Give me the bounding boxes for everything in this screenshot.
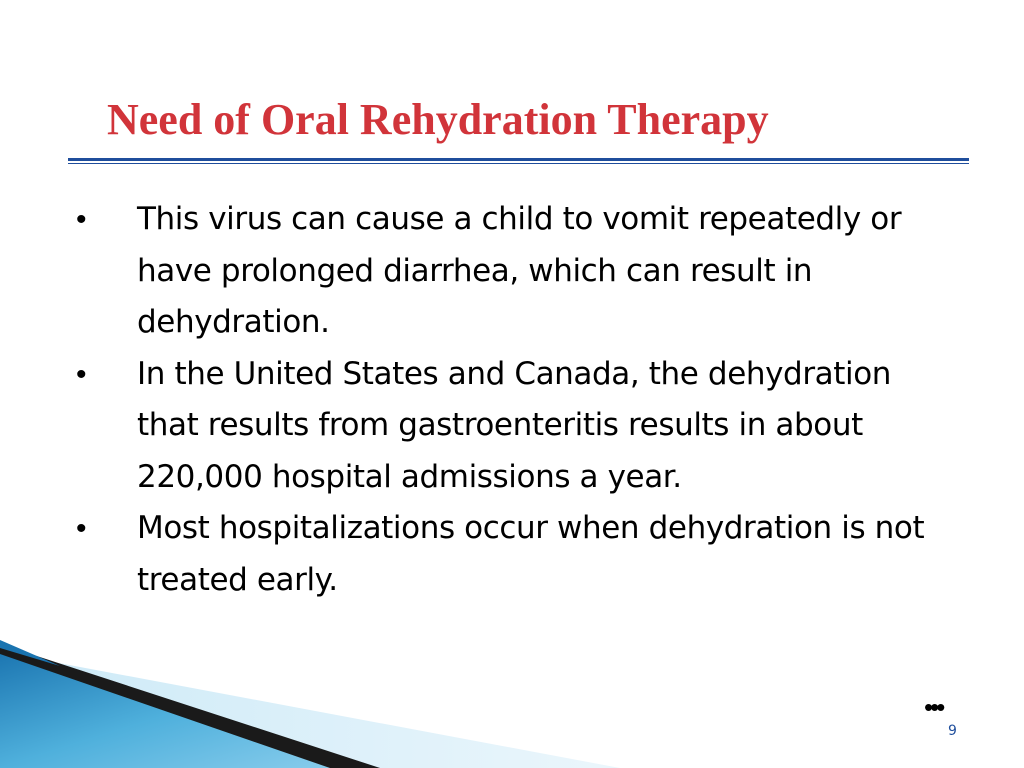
more-indicator-icon: ••• [924,692,943,722]
bullet-marker: • [76,203,87,236]
bullet-text: Most hospitalizations occur when dehydration is not treated early. [137,510,925,598]
bullet-list [0,194,927,606]
page-number: 9 [948,723,957,739]
decorative-corner-swoosh [0,640,620,768]
title-underline-thin [68,163,969,164]
title-underline [68,158,969,161]
bullet-text: In the United States and Canada, the dehydration that results from gastroenteritis results in about 220,000 hospital admissions a year. [137,355,892,495]
slide-title: Need of Oral Rehydration Therapy [107,95,769,144]
bullet-item [0,194,927,349]
bullet-text: This virus can cause a child to vomit repeatedly or have prolonged diarrhea, which can result in dehydration. [137,201,902,340]
bullet-marker: • [76,512,87,545]
bullet-item [0,503,927,606]
bullet-item [0,349,927,504]
bullet-marker: • [76,357,87,391]
